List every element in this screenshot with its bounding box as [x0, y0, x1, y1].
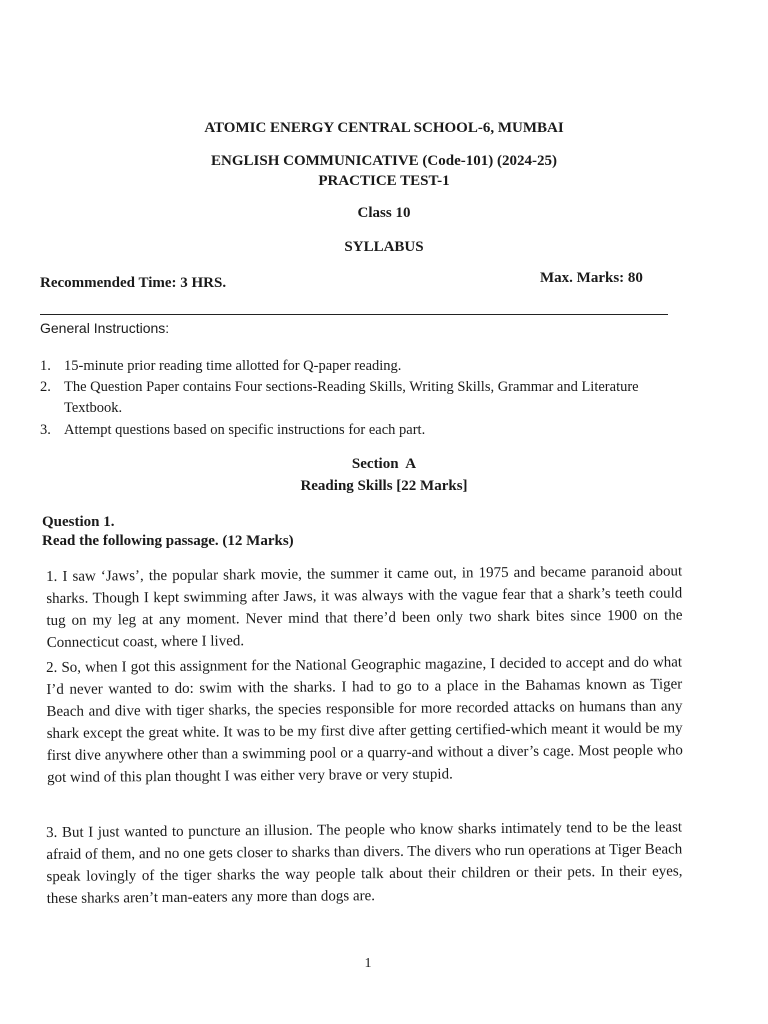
section-subtitle: Reading Skills [22 Marks] — [300, 478, 468, 494]
school-name: ATOMIC ENERGY CENTRAL SCHOOL-6, MUMBAI — [204, 120, 564, 136]
passage-paragraph-1: 1. I saw ‘Jaws’, the popular shark movie, the summer it came out, in 1975 and became paranoid about sharks. Though I kept swimming after Jaws, it was always with the vague fear that a shark’s teeth could tug on my leg at any moment. Never mind that there’d been only two shark bites since 1900 on the Connecticut coast, where I lived. — [46, 563, 683, 651]
instruction-text: Attempt questions based on specific instructions for each part. — [64, 422, 426, 438]
instruction-text: The Question Paper contains Four sections-Reading Skills, Writing Skills, Grammar and Literature Textbook. — [64, 379, 639, 416]
question-label: Question 1. — [42, 514, 115, 530]
passage-paragraph-3: 3. But I just wanted to puncture an illusion. The people who know sharks intimately tend to be the least afraid of them, and no one gets closer to sharks than divers. The divers who run operations at Tiger Beach speak lovingly of the tiger sharks the way people talk about their children or their pets. In their eyes, these sharks aren’t man-eaters any more than dogs are. — [46, 819, 683, 907]
instruction-number: 1. — [40, 358, 51, 374]
page-number: 1 — [364, 956, 372, 971]
instruction-item — [40, 356, 680, 377]
subject-title: ENGLISH COMMUNICATIVE (Code-101) (2024-25) — [211, 153, 557, 169]
max-marks: Max. Marks: 80 — [540, 270, 643, 286]
class-label: Class 10 — [357, 205, 411, 221]
question-instruction: Read the following passage. (12 Marks) — [42, 533, 294, 549]
instruction-number: 2. — [40, 379, 51, 395]
passage-paragraph-2: 2. So, when I got this assignment for the National Geographic magazine, I decided to accept and do what I’d never wanted to do: swim with the sharks. I had to go to a place in the Bahamas known as Tiger Beach and dive with tiger sharks, the species responsible for more recorded attacks on humans than any shark except the great white. It was to be my first dive after getting certified-which meant it would be my first dive anywhere other than a swimming pool or a quarry-and without a diver’s cage. Most people who got wind of this plan thought I was either very brave or very stupid. — [46, 654, 683, 786]
instructions-heading: General Instructions: — [40, 320, 170, 336]
instruction-item — [40, 377, 690, 419]
syllabus-label: SYLLABUS — [344, 239, 424, 255]
instruction-number: 3. — [40, 422, 51, 438]
instruction-item — [40, 420, 680, 441]
instruction-text: 15-minute prior reading time allotted for Q-paper reading. — [64, 358, 402, 374]
test-title: PRACTICE TEST-1 — [318, 173, 450, 189]
section-title: Section A — [351, 456, 417, 472]
divider-line — [40, 314, 668, 315]
recommended-time: Recommended Time: 3 HRS. — [40, 275, 227, 291]
